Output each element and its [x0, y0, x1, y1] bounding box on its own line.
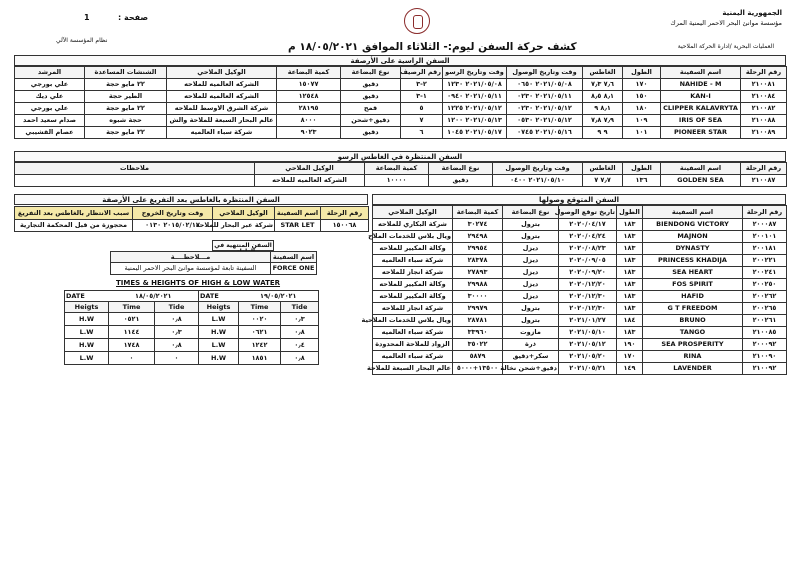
cell: ٢٢ مايو حجة — [85, 127, 167, 139]
cell: ١٨٣ — [617, 243, 643, 255]
cell: ٠٫٣ — [281, 313, 319, 326]
cell: ٥ — [401, 103, 443, 115]
cell: شركة سباء العالميه — [373, 255, 453, 267]
col-cargo-qty: كمية البضاعة — [365, 163, 429, 175]
cell: شركة عبر البحار للملاحه — [213, 220, 275, 232]
cell: ١٨٣ — [617, 267, 643, 279]
col-time: Time — [239, 302, 281, 313]
cell: ٢٠٠٢٤١ — [743, 267, 787, 279]
page-label: صفحة : — [118, 13, 149, 22]
cell: DYNASTY — [643, 243, 743, 255]
cell: KAN-I — [661, 91, 741, 103]
cell: ٢٠٠٠٨٧ — [743, 219, 787, 231]
cell: BIENDONG VICTORY — [643, 219, 743, 231]
cell: شركة سباء العالميه — [167, 127, 277, 139]
cell: ٧ — [401, 115, 443, 127]
cell: ديزل — [503, 267, 559, 279]
cell: دقيق — [341, 127, 401, 139]
cell: L.W — [199, 339, 239, 352]
cell: ١٣٥٠٠+٥٠٠٠ — [453, 363, 503, 375]
col-time: Time — [109, 302, 155, 313]
cell: ديزل — [503, 291, 559, 303]
cell: ٢٠٢١/٠٥/١٣ ١٢٠٠ — [443, 115, 507, 127]
table-row — [65, 339, 199, 352]
cell: ذرة — [503, 339, 559, 351]
table-row — [65, 313, 199, 326]
cell: ٢٠٠٢٦٢ — [743, 291, 787, 303]
cell: عالم البحار السبعة للملاحة والش — [167, 115, 277, 127]
table-row — [15, 103, 787, 115]
col-departure: وقت وتاريخ الخروج — [133, 207, 213, 220]
col-agent: الوكيل الملاحي — [255, 163, 365, 175]
table-row — [199, 313, 319, 326]
cell: ٨٫١ ٩ — [583, 103, 623, 115]
cell: H.W — [199, 352, 239, 365]
expected-table — [361, 205, 787, 375]
cell: HAFID — [643, 291, 743, 303]
cell: ١٧٤٨ — [109, 339, 155, 352]
col-heights: Heigts — [65, 302, 109, 313]
cell: ٠٫٨ — [281, 326, 319, 339]
cell: شركة البكاري للملاحه — [373, 219, 453, 231]
col-length: الطول — [623, 163, 661, 175]
tide-date-label: DATE — [65, 291, 109, 302]
cell: ١٨٣ — [617, 279, 643, 291]
cell: ١٢٤٢ — [239, 339, 281, 352]
table-row — [373, 255, 787, 267]
col-arrival: وقت وتاريخ الوصول — [493, 163, 583, 175]
cell: PIONEER STAR — [661, 127, 741, 139]
stuck-table — [110, 251, 317, 275]
table-row — [373, 339, 787, 351]
republic-name: الجمهورية اليمنية — [722, 9, 782, 17]
cell: ٢٠١٥/٠٢/١٢ ٠١٣٠ — [133, 220, 213, 232]
table-row — [199, 339, 319, 352]
cell: ٠ — [155, 352, 199, 365]
cell: قمح — [341, 103, 401, 115]
col-ship-name: اسم السفينة — [643, 206, 743, 219]
cell: ٢٠٢١/٠٥/١٢ ٠٥٣٠ — [507, 115, 583, 127]
cell: ٠٫٣ — [155, 326, 199, 339]
cell: ٧٫٩ ٧٫٨ — [583, 115, 623, 127]
cell: ٨٠٠٠ — [277, 115, 341, 127]
cell: دقيق+شحن — [341, 115, 401, 127]
cell: ٢٢ مايو حجة — [85, 79, 167, 91]
cell: وكالة المكيير للملاحه — [373, 243, 453, 255]
col-tugs: الشنشات المساعدة — [85, 67, 167, 79]
col-length: الطول — [623, 67, 661, 79]
page-title: كشف حركة السفن ليوم:- الثلاثاء الموافق ١٨/٠٥/٢٠٢١ م — [288, 41, 577, 53]
table-row — [373, 315, 787, 327]
col-trip-no: رقم الرحلة — [743, 206, 787, 219]
cell: L.W — [65, 326, 109, 339]
cell: ويال بلاس للخدمات الملاح — [373, 231, 453, 243]
cell: ١٨٤ — [617, 315, 643, 327]
cell: GOLDEN SEA — [661, 175, 741, 187]
cell: TANGO — [643, 327, 743, 339]
emblem-icon — [404, 8, 430, 34]
table-row — [15, 127, 787, 139]
cell: مازوت — [503, 327, 559, 339]
cell: ٢١٠٠٩٠ — [743, 351, 787, 363]
cell: وكالة المكيير للملاحه — [373, 279, 453, 291]
cell: ٢٠٢١/٠٥/٠٨ ٠٦٥٠ — [507, 79, 583, 91]
cell: ٠ — [109, 352, 155, 365]
table-row — [199, 326, 319, 339]
cell: عالم البحار السبعة للملاحة — [373, 363, 453, 375]
cell: ١٨٣ — [617, 327, 643, 339]
cell: ٢١٠٠٨٢ — [741, 103, 787, 115]
col-agent: الوكيل الملاحي — [373, 206, 453, 219]
col-ship-name: اسم السفينة — [275, 207, 321, 220]
cell: ١٨٠ — [623, 103, 661, 115]
cell: ٠٫٤ — [281, 339, 319, 352]
table-row — [373, 351, 787, 363]
cell: ٢٠٠٢٥٠ — [743, 279, 787, 291]
table-row — [373, 303, 787, 315]
cell: علي بورجي — [15, 103, 85, 115]
system-name: نظام المؤسسة الآلي — [56, 37, 108, 44]
waiting-table — [14, 206, 369, 232]
cell: حجة شبوه — [85, 115, 167, 127]
col-heights: Heigts — [199, 302, 239, 313]
col-trip-no: رقم الرحلة — [321, 207, 369, 220]
cell: ٢٠٢٠/٠٩/٢٠ — [559, 267, 617, 279]
cell: عصام القشيبي — [15, 127, 85, 139]
cell: ٠٫٨ — [155, 339, 199, 352]
col-tide: Tide — [155, 302, 199, 313]
cell: SEA HEART — [643, 267, 743, 279]
cell: ٢٠٢٠/٠٤/١٧ — [559, 219, 617, 231]
col-cargo-type: نوع البضاعة — [429, 163, 493, 175]
cell: ٢٠٢١/٠٥/١٦ ٠٧٤٥ — [507, 127, 583, 139]
table-row — [15, 220, 369, 232]
cell: وكالة المكيير للملاحه — [373, 291, 453, 303]
table-row — [373, 243, 787, 255]
cell: ٢١٠٠٨١ — [741, 79, 787, 91]
table-row — [15, 115, 787, 127]
cell: الشركه العالميه للملاحه — [167, 79, 277, 91]
cell: MAJNON — [643, 231, 743, 243]
cell: IRIS OF SEA — [661, 115, 741, 127]
cell: ٠٫٨ — [155, 313, 199, 326]
cell: ١٥٠ — [623, 91, 661, 103]
cell: H.W — [199, 326, 239, 339]
corp-name: مؤسسة موانئ البحر الاحمر اليمنية المرك — [670, 19, 782, 27]
tide-date: ١٨/٠٥/٢٠٢١ — [109, 291, 199, 302]
cell: ٢٨٣٧٨ — [453, 255, 503, 267]
cell: ٢٠٢١/٠٥/١٠ — [559, 327, 617, 339]
cell: ٢٠٢٠/١٢/٣٠ — [559, 291, 617, 303]
cell: ٢٩٩٨٨ — [453, 279, 503, 291]
col-cargo-type: نوع البضاعة — [341, 67, 401, 79]
cell: ٧٫٦ ٧٫٣ — [583, 79, 623, 91]
cell: ٢٠٢١/٠٥/١٢ — [559, 339, 617, 351]
cell: ٠٥٢١ — [109, 313, 155, 326]
cell: ٠٠٢٠ — [239, 313, 281, 326]
col-draft: الغاطس — [583, 67, 623, 79]
cell: ٢٠٠١٨١ — [743, 243, 787, 255]
cell: FOS SPIRIT — [643, 279, 743, 291]
col-notes: ملاحظات — [15, 163, 255, 175]
tide-date-label: DATE — [199, 291, 239, 302]
cell: ٢٠٢١/٠٥/١٠ ٠٤٠٠ — [493, 175, 583, 187]
cell: STAR LET — [275, 220, 321, 232]
cell: ٢١٠٠٩٢ — [743, 363, 787, 375]
cell: دقيق — [341, 91, 401, 103]
cell: ٢٠٢١/٠٥/٢١ — [559, 363, 617, 375]
cell: ٢٠٠٠٩٢ — [743, 339, 787, 351]
cell — [15, 175, 255, 187]
cell: ١٠١ — [623, 127, 661, 139]
cell: الزواد للملاحة المحدودة — [373, 339, 453, 351]
cell: ديزل — [503, 255, 559, 267]
cell: ٢٠٢٠/٠٤/٢٤ — [559, 231, 617, 243]
anchor-caption: السفن المنتظرة في الغاطس الرسو — [14, 151, 786, 162]
col-wait-reason: سبب الانتظار بالغاطس بعد التفريغ — [15, 207, 133, 220]
cell: ٩ ٩ — [583, 127, 623, 139]
cell: ٢٠٢١/٠٥/١١ ٠٢٣٠ — [507, 91, 583, 103]
table-row — [65, 352, 199, 365]
cell: ٢٠٢١/٠٥/١٢ ١٢٢٥ — [443, 103, 507, 115]
cell: H.W — [65, 339, 109, 352]
cell: ٢٠٠٢٢١ — [743, 255, 787, 267]
cell: LAVENDER — [643, 363, 743, 375]
cell: ١٨٣ — [617, 291, 643, 303]
cell: ٢٠٢٠/٠٩/٠٥ — [559, 255, 617, 267]
cell: صدام سعيد احمد — [15, 115, 85, 127]
cell: بترول — [503, 231, 559, 243]
cell: ٢٠٢١/٠٥/١١ ٠٩٤٠ — [443, 91, 507, 103]
cell: محجوزة من قبل المحكمة التجارية — [15, 220, 133, 232]
cell: ١٠٠٠٠ — [365, 175, 429, 187]
cell: NAHIDE - M — [661, 79, 741, 91]
cell: ٥٨٧٩ — [453, 351, 503, 363]
page-number: 1 — [84, 13, 90, 22]
cell: شركة سباء العالميه — [373, 351, 453, 363]
cell: ١٨٣ — [617, 255, 643, 267]
table-row — [373, 279, 787, 291]
col-trip-no: رقم الرحلة — [741, 67, 787, 79]
table-row — [15, 175, 787, 187]
col-expected-date: تاريخ توقع الوصول — [559, 206, 617, 219]
table-row — [65, 326, 199, 339]
table-row — [373, 231, 787, 243]
cell: ١٨٥١ — [239, 352, 281, 365]
cell: شركة انجاز للملاحه — [373, 303, 453, 315]
cell: CLIPPER KALAVRYTA — [661, 103, 741, 115]
cell: ٢٠٢١/٠٥/٠٨ ١٢٣٠ — [443, 79, 507, 91]
cell: ٢٠٢٠/٠٨/٢٣ — [559, 243, 617, 255]
cell: SEA PROSPERITY — [643, 339, 743, 351]
table-row — [373, 327, 787, 339]
cell: ٦ — [401, 127, 443, 139]
cell: ٢٠٠٢٦٥ — [743, 303, 787, 315]
cell: ٢١٠٠٨٧ — [741, 175, 787, 187]
col-berthing: وقت وتاريخ الرسو — [443, 67, 507, 79]
cell: ٢٠٢٠/١٢/٣٠ — [559, 303, 617, 315]
cell: سكر+دقيق — [503, 351, 559, 363]
cell: ٣٥٠٢٢ — [453, 339, 503, 351]
table-row — [15, 91, 787, 103]
col-ship-name: اسم السفينة — [661, 67, 741, 79]
col-ship-name: اسم السفينة — [271, 252, 317, 263]
cell: شركة الشرق الاوسط للملاحه — [167, 103, 277, 115]
tide-table-left — [64, 290, 199, 365]
col-ship-name: اسم السفينة — [661, 163, 741, 175]
cell: L.W — [65, 352, 109, 365]
cell: ٢٩٩٧٩ — [453, 303, 503, 315]
cell: ١-٣ — [401, 91, 443, 103]
cell: ٢١٠٠٨٤ — [741, 91, 787, 103]
cell: BRUNO — [643, 315, 743, 327]
col-berth-no: رقم الرصيف — [401, 67, 443, 79]
cell: G T FREEDOM — [643, 303, 743, 315]
waiting-caption: السفن المنتظرة بالغاطس بعد التفريغ على الأرصفة — [14, 194, 368, 205]
cell: ٢١٠٠٨٩ — [741, 127, 787, 139]
berthed-caption: السفن الراسية على الأرصفة — [14, 55, 786, 66]
cell: ٢٨١٩٥ — [277, 103, 341, 115]
table-row — [373, 219, 787, 231]
col-draft: الغاطس — [583, 163, 623, 175]
anchor-table — [14, 162, 787, 187]
col-tide: Tide — [281, 302, 319, 313]
cell: الشركه العالميه للملاحه — [167, 91, 277, 103]
cell: ١٨٣ — [617, 303, 643, 315]
cell: ٢٨٧٨١ — [453, 315, 503, 327]
cell: ٠٫٨ — [281, 352, 319, 365]
cell: ٢٠٠٢٦١ — [743, 315, 787, 327]
cell: ٨٫١ ٨٫٥ — [583, 91, 623, 103]
cell: ٢٢ مايو حجة — [85, 103, 167, 115]
tide-date: ١٩/٠٥/٢٠٢١ — [239, 291, 319, 302]
cell: ١٨٣ — [617, 231, 643, 243]
cell: ٢١٠٠٨٥ — [743, 327, 787, 339]
cell: ١٧٠ — [623, 79, 661, 91]
cell: H.W — [65, 313, 109, 326]
cell: بترول — [503, 219, 559, 231]
col-agent: الوكيل الملاحي — [167, 67, 277, 79]
cell: ٠٦٢١ — [239, 326, 281, 339]
cell: L.W — [199, 313, 239, 326]
cell: دقيق — [429, 175, 493, 187]
cell: علي ديك — [15, 91, 85, 103]
cell: ٢٠٢١/٠٥/٢٠ — [559, 351, 617, 363]
cell: ١٥٠٧٧ — [277, 79, 341, 91]
cell: ١٩٠ — [617, 339, 643, 351]
cell: ديزل — [503, 279, 559, 291]
cell: ديزل — [503, 243, 559, 255]
col-trip-no: رقم الرحلة — [741, 163, 787, 175]
cell: ٧٫٧ ٧ — [583, 175, 623, 187]
table-row — [199, 352, 319, 365]
cell: الطير حجة — [85, 91, 167, 103]
cell: ٩٠٢٣ — [277, 127, 341, 139]
cell: RINA — [643, 351, 743, 363]
cell: ٢١٠٠٨٨ — [741, 115, 787, 127]
cell: ويال بلاس للخدمات الملاحية — [373, 315, 453, 327]
cell: ١٠٩ — [623, 115, 661, 127]
cell: ٢٠٢٠/١٢/٢٠ — [559, 279, 617, 291]
cell: ١٥٠٠٦٨ — [321, 220, 369, 232]
cell: ١٨٣ — [617, 219, 643, 231]
table-row — [111, 263, 317, 275]
cell: السفينة تابعة لمؤسسة موانئ البحر الاحمر اليمنية — [111, 263, 271, 275]
cell: ٢٩٤٩٨ — [453, 231, 503, 243]
cell: ٢٠٢١/٠٥/١٧ ١٠٤٥ — [443, 127, 507, 139]
cell: علي بورجي — [15, 79, 85, 91]
cell: الشركه العالميه للملاحه — [255, 175, 365, 187]
cell: ٢٠٢١/٠٥/١٢ ٠٢٣٠ — [507, 103, 583, 115]
cell: شركة سباء العالميه — [373, 327, 453, 339]
col-pilot: المرشد — [15, 67, 85, 79]
cell: ٢٩٩٥٤ — [453, 243, 503, 255]
cell: PRINCESS KHADIJA — [643, 255, 743, 267]
cell: ٢-٣ — [401, 79, 443, 91]
cell: ١٧٠ — [617, 351, 643, 363]
table-row — [373, 291, 787, 303]
col-cargo-qty: كمية البضاعة — [277, 67, 341, 79]
col-arrival: وقت وتاريخ الوصول — [507, 67, 583, 79]
cell: ٣٣٩٦٠ — [453, 327, 503, 339]
tide-table-right — [198, 290, 319, 365]
col-agent: الوكيل الملاحي — [213, 207, 275, 220]
cell: بترول — [503, 303, 559, 315]
col-cargo-qty: كمية البضاعة — [453, 206, 503, 219]
cell: شركة انجاز للملاحه — [373, 267, 453, 279]
cell: ٢٧٨٩٣ — [453, 267, 503, 279]
department: العمليات البحرية /ادارة الحركة الملاحية — [677, 43, 774, 50]
cell: FORCE ONE — [271, 263, 317, 275]
cell: ٣٠٢٧٤ — [453, 219, 503, 231]
cell: ٢٠٢١/٠١/٢٧ — [559, 315, 617, 327]
table-row — [15, 79, 787, 91]
table-row — [373, 267, 787, 279]
col-cargo-type: نوع البضاعة — [503, 206, 559, 219]
cell: بترول — [503, 315, 559, 327]
stuck-caption: السفن المنتهية في — [212, 240, 274, 251]
col-note: مـــلاحظــــة — [111, 252, 271, 263]
expected-caption: السفن المتوقع وصولها — [372, 194, 786, 205]
cell: ٢٠٠١٠١ — [743, 231, 787, 243]
cell: دقيق+شحن نخالة — [503, 363, 559, 375]
col-length: الطول — [617, 206, 643, 219]
cell: دقيق — [341, 79, 401, 91]
tides-title: TIMES & HEIGHTS OF HIGH & LOW WATER — [116, 279, 281, 287]
cell: ١٢٥٤٨ — [277, 91, 341, 103]
cell: ١٣٦ — [623, 175, 661, 187]
table-row — [373, 363, 787, 375]
berthed-table — [14, 66, 787, 139]
cell: ٣٠٠٠٠ — [453, 291, 503, 303]
cell: ١٤٩ — [617, 363, 643, 375]
cell: ١١٤٤ — [109, 326, 155, 339]
